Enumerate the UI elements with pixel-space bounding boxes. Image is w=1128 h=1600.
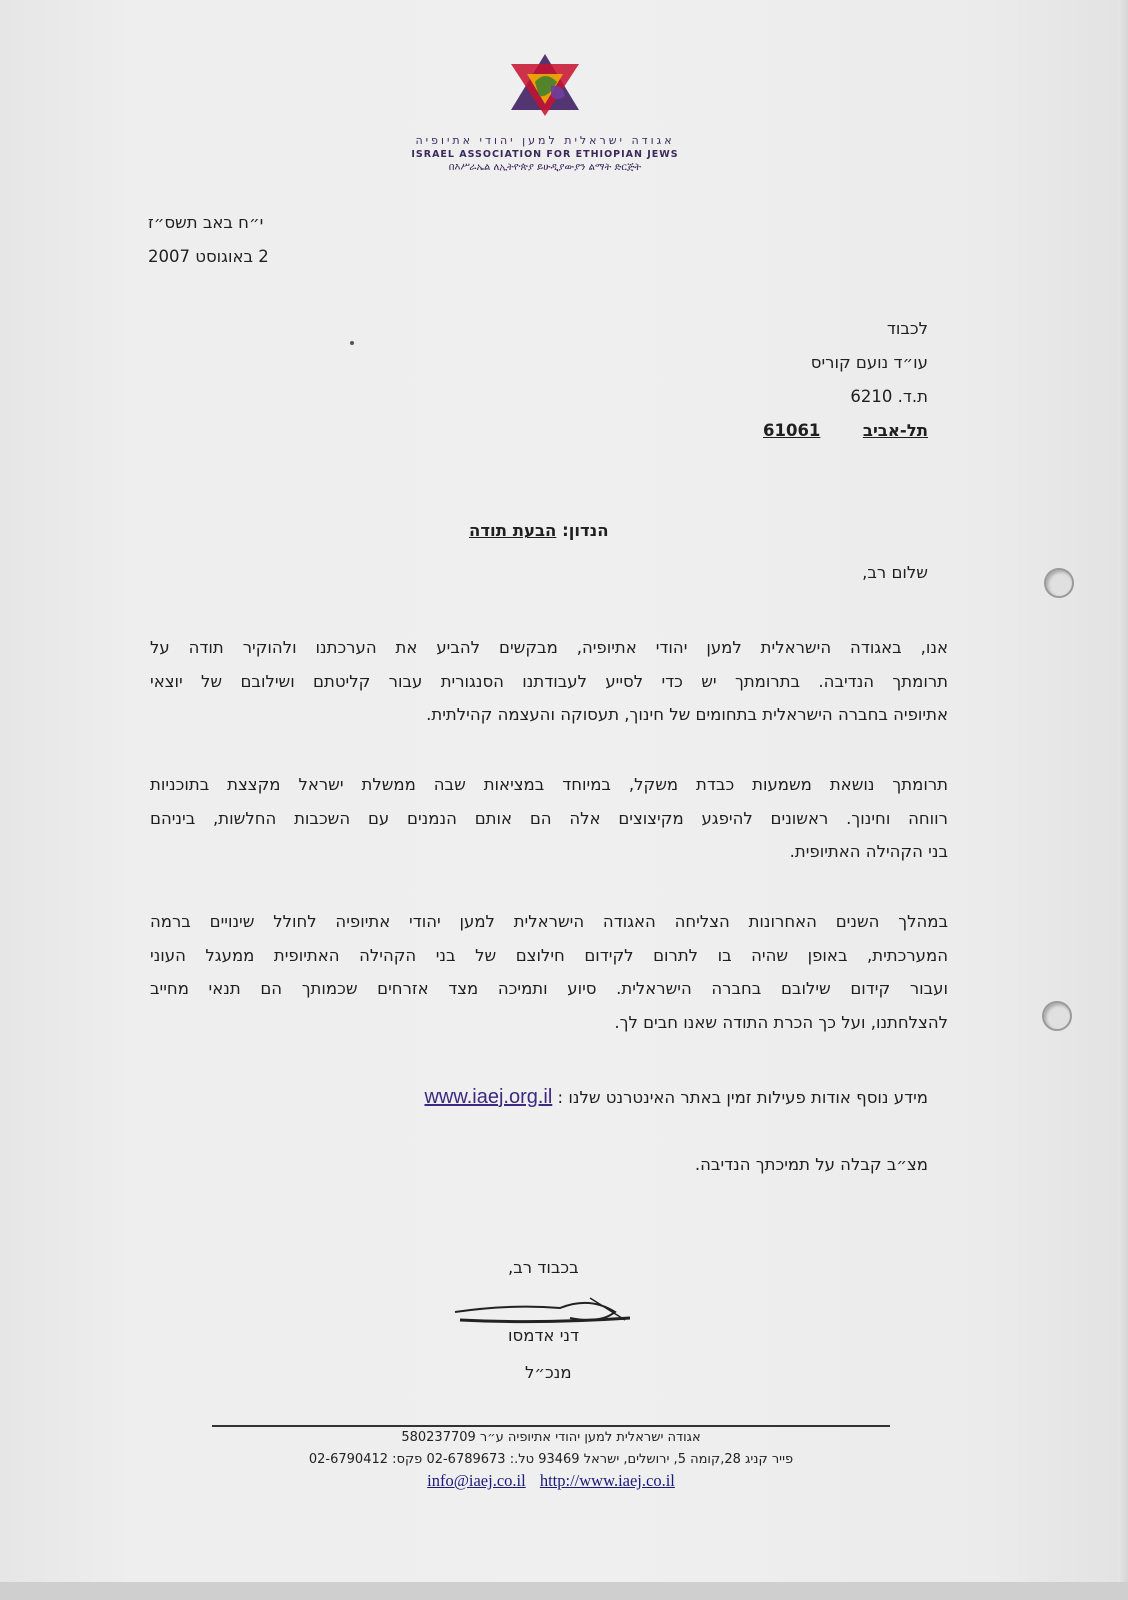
footer-rule — [212, 1425, 890, 1427]
subject-line — [469, 521, 609, 540]
subject-label: הנדון: — [562, 521, 609, 540]
page-bottom-shadow — [0, 1582, 1128, 1600]
paragraph-3 — [150, 905, 948, 1039]
paragraph-line: אנו, באגודה הישראלית למען יהודי אתיופיה, מבקשים להביע את הערכתנו ולהוקיר תודה על — [150, 638, 948, 657]
closing: בכבוד רב, — [508, 1258, 579, 1277]
website-line — [424, 1086, 928, 1109]
signer-title: מנכ״ל — [525, 1363, 572, 1382]
paragraph-line: אתיופיה בחברה הישראלית בתחומים של חינוך, תעסוקה והעצמה קהילתית. — [426, 705, 948, 724]
signer-name: דני אדמסו — [508, 1326, 579, 1345]
website-link[interactable]: www.iaej.org.il — [424, 1086, 553, 1108]
receipt-line: מצ״ב קבלה על תמיכתך הנדיבה. — [694, 1155, 928, 1174]
paragraph-line: המערכתית, באופן שהיה בו לתרום לקידום חילוצם של בני הקהילה האתיופית ממעגל העוני — [150, 945, 948, 965]
subject-text: הבעת תודה — [469, 521, 557, 540]
footer-email-link[interactable]: info@iaej.co.il — [427, 1471, 526, 1490]
footer-website-link[interactable]: http://www.iaej.co.il — [539, 1471, 675, 1490]
recipient-po-box: ת.ד. 6210 — [850, 387, 928, 406]
paragraph-line: ועבור קידום שילובם בחברה הישראלית. סיוע ותמיכה מצד אזרחים שכמותך הם תנאי מחייב — [150, 979, 948, 998]
greeting: שלום רב, — [862, 563, 928, 582]
website-line-text: מידע נוסף אודות פעילות זמין באתר האינטרנט שלנו : — [557, 1088, 928, 1107]
date-hebrew: י״ח באב תשס״ז — [148, 213, 264, 232]
footer-org-line: אגודה ישראלית למען יהודי אתיופיה ע״ר 580237709 — [401, 1430, 701, 1445]
footer-links — [212, 1471, 890, 1491]
paragraph-line: להצלחתנו, ועל כך הכרת התודה שאנו חבים לך. — [614, 1012, 948, 1032]
letterhead-org — [400, 134, 690, 173]
recipient-name: עו״ד נועם קוריס — [810, 353, 928, 372]
recipient-city: תל-אביב — [862, 421, 928, 440]
paragraph-line: במהלך השנים האחרונות הצליחה האגודה הישראלית למען יהודי אתיופיה לחולל שינויים ברמה — [150, 912, 948, 931]
star-of-david-logo — [505, 52, 585, 118]
scan-speck — [350, 341, 354, 345]
recipient-zip: 61061 — [763, 421, 821, 440]
paragraph-line: תרומתך הנדיבה. בתרומתך יש כדי לסייע לעבודתנו הסנגורית עבור קליטתם ושילובם של יוצאי — [150, 671, 948, 691]
page-edge-shadow — [1118, 0, 1128, 1600]
recipient-to: לכבוד — [886, 319, 928, 338]
date-gregorian: 2 באוגוסט 2007 — [148, 247, 269, 266]
org-name-hebrew: אגודה ישראלית למען יהודי אתיופיה — [415, 134, 675, 147]
paragraph-line: תרומתך נושאת משמעות כבדת משקל, במיוחד במציאות שבה ממשלת ישראל מקצצת בתוכניות — [150, 775, 948, 794]
paragraph-line: בני הקהילה האתיופית. — [789, 842, 948, 861]
paragraph-line: רווחה וחינוך. ראשונים להיפגע מקיצוצים אלה הם אותם הנמנים עם השכבות החלשות, ביניהם — [150, 808, 948, 828]
org-name-amharic: በእሥራኤል ለኢትዮጵያ ይሁዲያውያን ልማት ድርጅት — [448, 162, 642, 173]
paragraph-1 — [150, 631, 948, 732]
org-name-english: ISRAEL ASSOCIATION FOR ETHIOPIAN JEWS — [411, 149, 679, 160]
footer-address-line: פייר קניג 28,קומה 5, ירושלים, ישראל 93469 טל.: 02-6789673 פקס: 02-6790412 — [308, 1452, 794, 1467]
paragraph-2 — [150, 768, 948, 869]
punch-hole-bottom — [1042, 1001, 1072, 1031]
punch-hole-top — [1044, 568, 1074, 598]
